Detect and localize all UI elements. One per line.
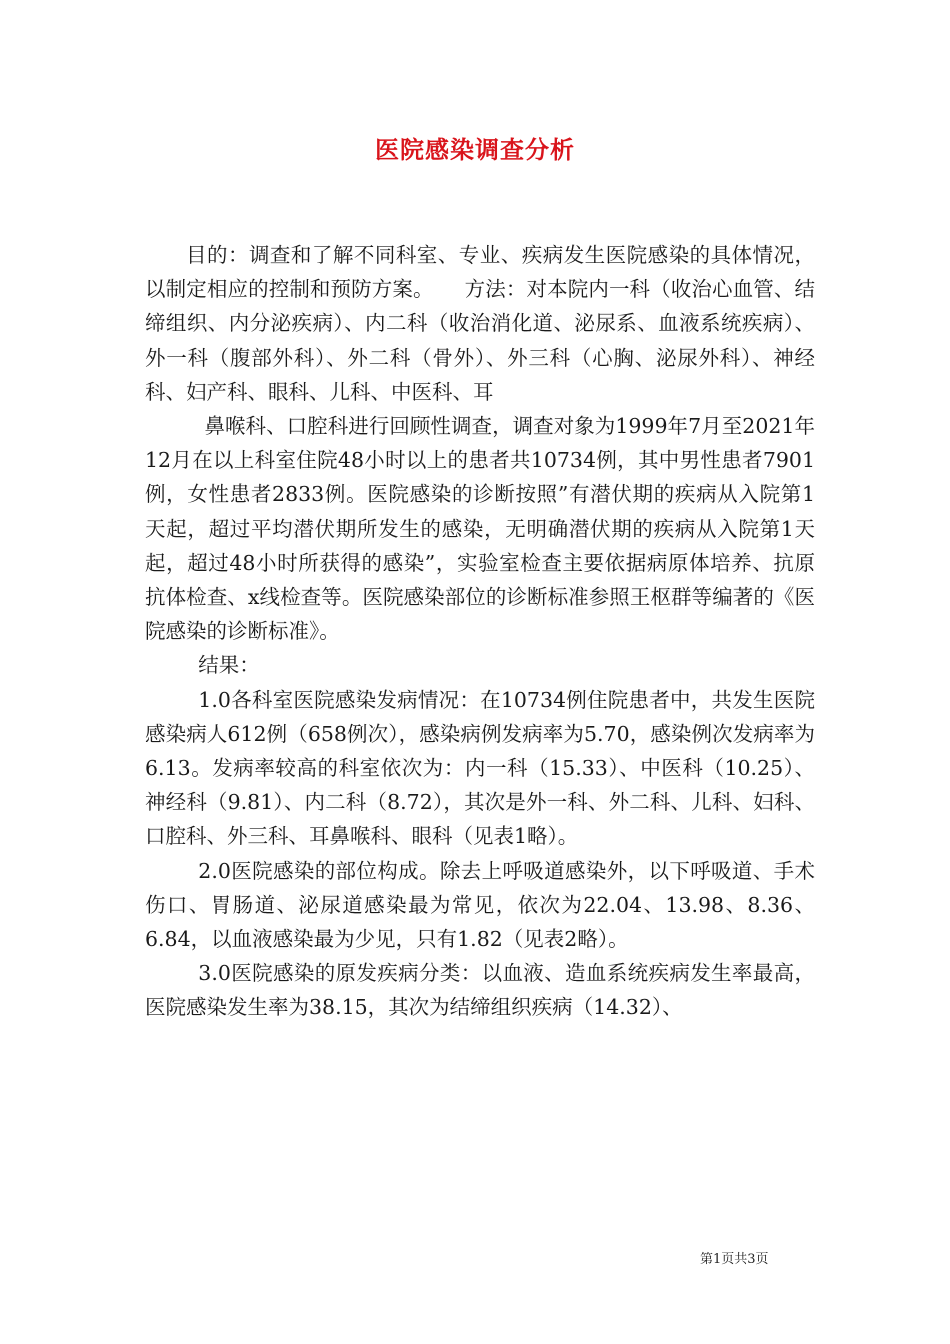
paragraph-subjects-criteria: 鼻喉科、口腔科进行回顾性调查，调查对象为1999年7月至2021年12月在以上科室住院48小时以上的患者共10734例，其中男性患者7901例，女性患者2833例。医院感染的诊断按照”有潜伏期的疾病从入院第1天起，超过平均潜伏期所发生的感染，无明确潜伏期的疾病从入院第1天起，超过48小时所获得的感染”，实验室检查主要依据病原体培养、抗原抗体检查、x线检查等。医院感染部位的诊断标准参照王枢群等编著的《医院感染的诊断标准》。 — [145, 414, 815, 644]
document-title: 医院感染调查分析 — [375, 136, 575, 164]
paragraph-results-heading: 结果： — [198, 653, 260, 678]
paragraph-result-1: 1.0各科室医院感染发病情况：在10734例住院患者中，共发生医院感染病人612例（658例次），感染病例发病率为5.70，感染例次发病率为6.13。发病率较高的科室依次为：内一科（15.33）、中医科（10.25）、神经科（9.81）、内二科（8.72），其次是外一科、外二科、儿科、妇科、口腔科、外三科、耳鼻喉科、眼科（见表1略）。 — [145, 687, 815, 849]
paragraph-purpose-method: 目的：调查和了解不同科室、专业、疾病发生医院感染的具体情况，以制定相应的控制和预防方案。 方法：对本院内一科（收治心血管、结缔组织、内分泌疾病）、内二科（收治消化道、泌尿系、血液系统疾病）、外一科（腹部外科）、外二科（骨外）、外三科（心胸、泌尿外科）、神经科、妇产科、眼科、儿科、中医科、耳 — [145, 243, 815, 404]
paragraph-result-2: 2.0医院感染的部位构成。除去上呼吸道感染外，以下呼吸道、手术伤口、胃肠道、泌尿道感染最为常见，依次为22.04、13.98、8.36、6.84，以血液感染最为少见，只有1.82（见表2略）。 — [145, 858, 815, 952]
document-body — [145, 238, 815, 1025]
page-number-footer: 第1页共3页 — [700, 1252, 769, 1267]
paragraph-result-3: 3.0医院感染的原发疾病分类：以血液、造血系统疾病发生率最高，医院感染发生率为38.15，其次为结缔组织疾病（14.32）、 — [145, 961, 815, 1020]
